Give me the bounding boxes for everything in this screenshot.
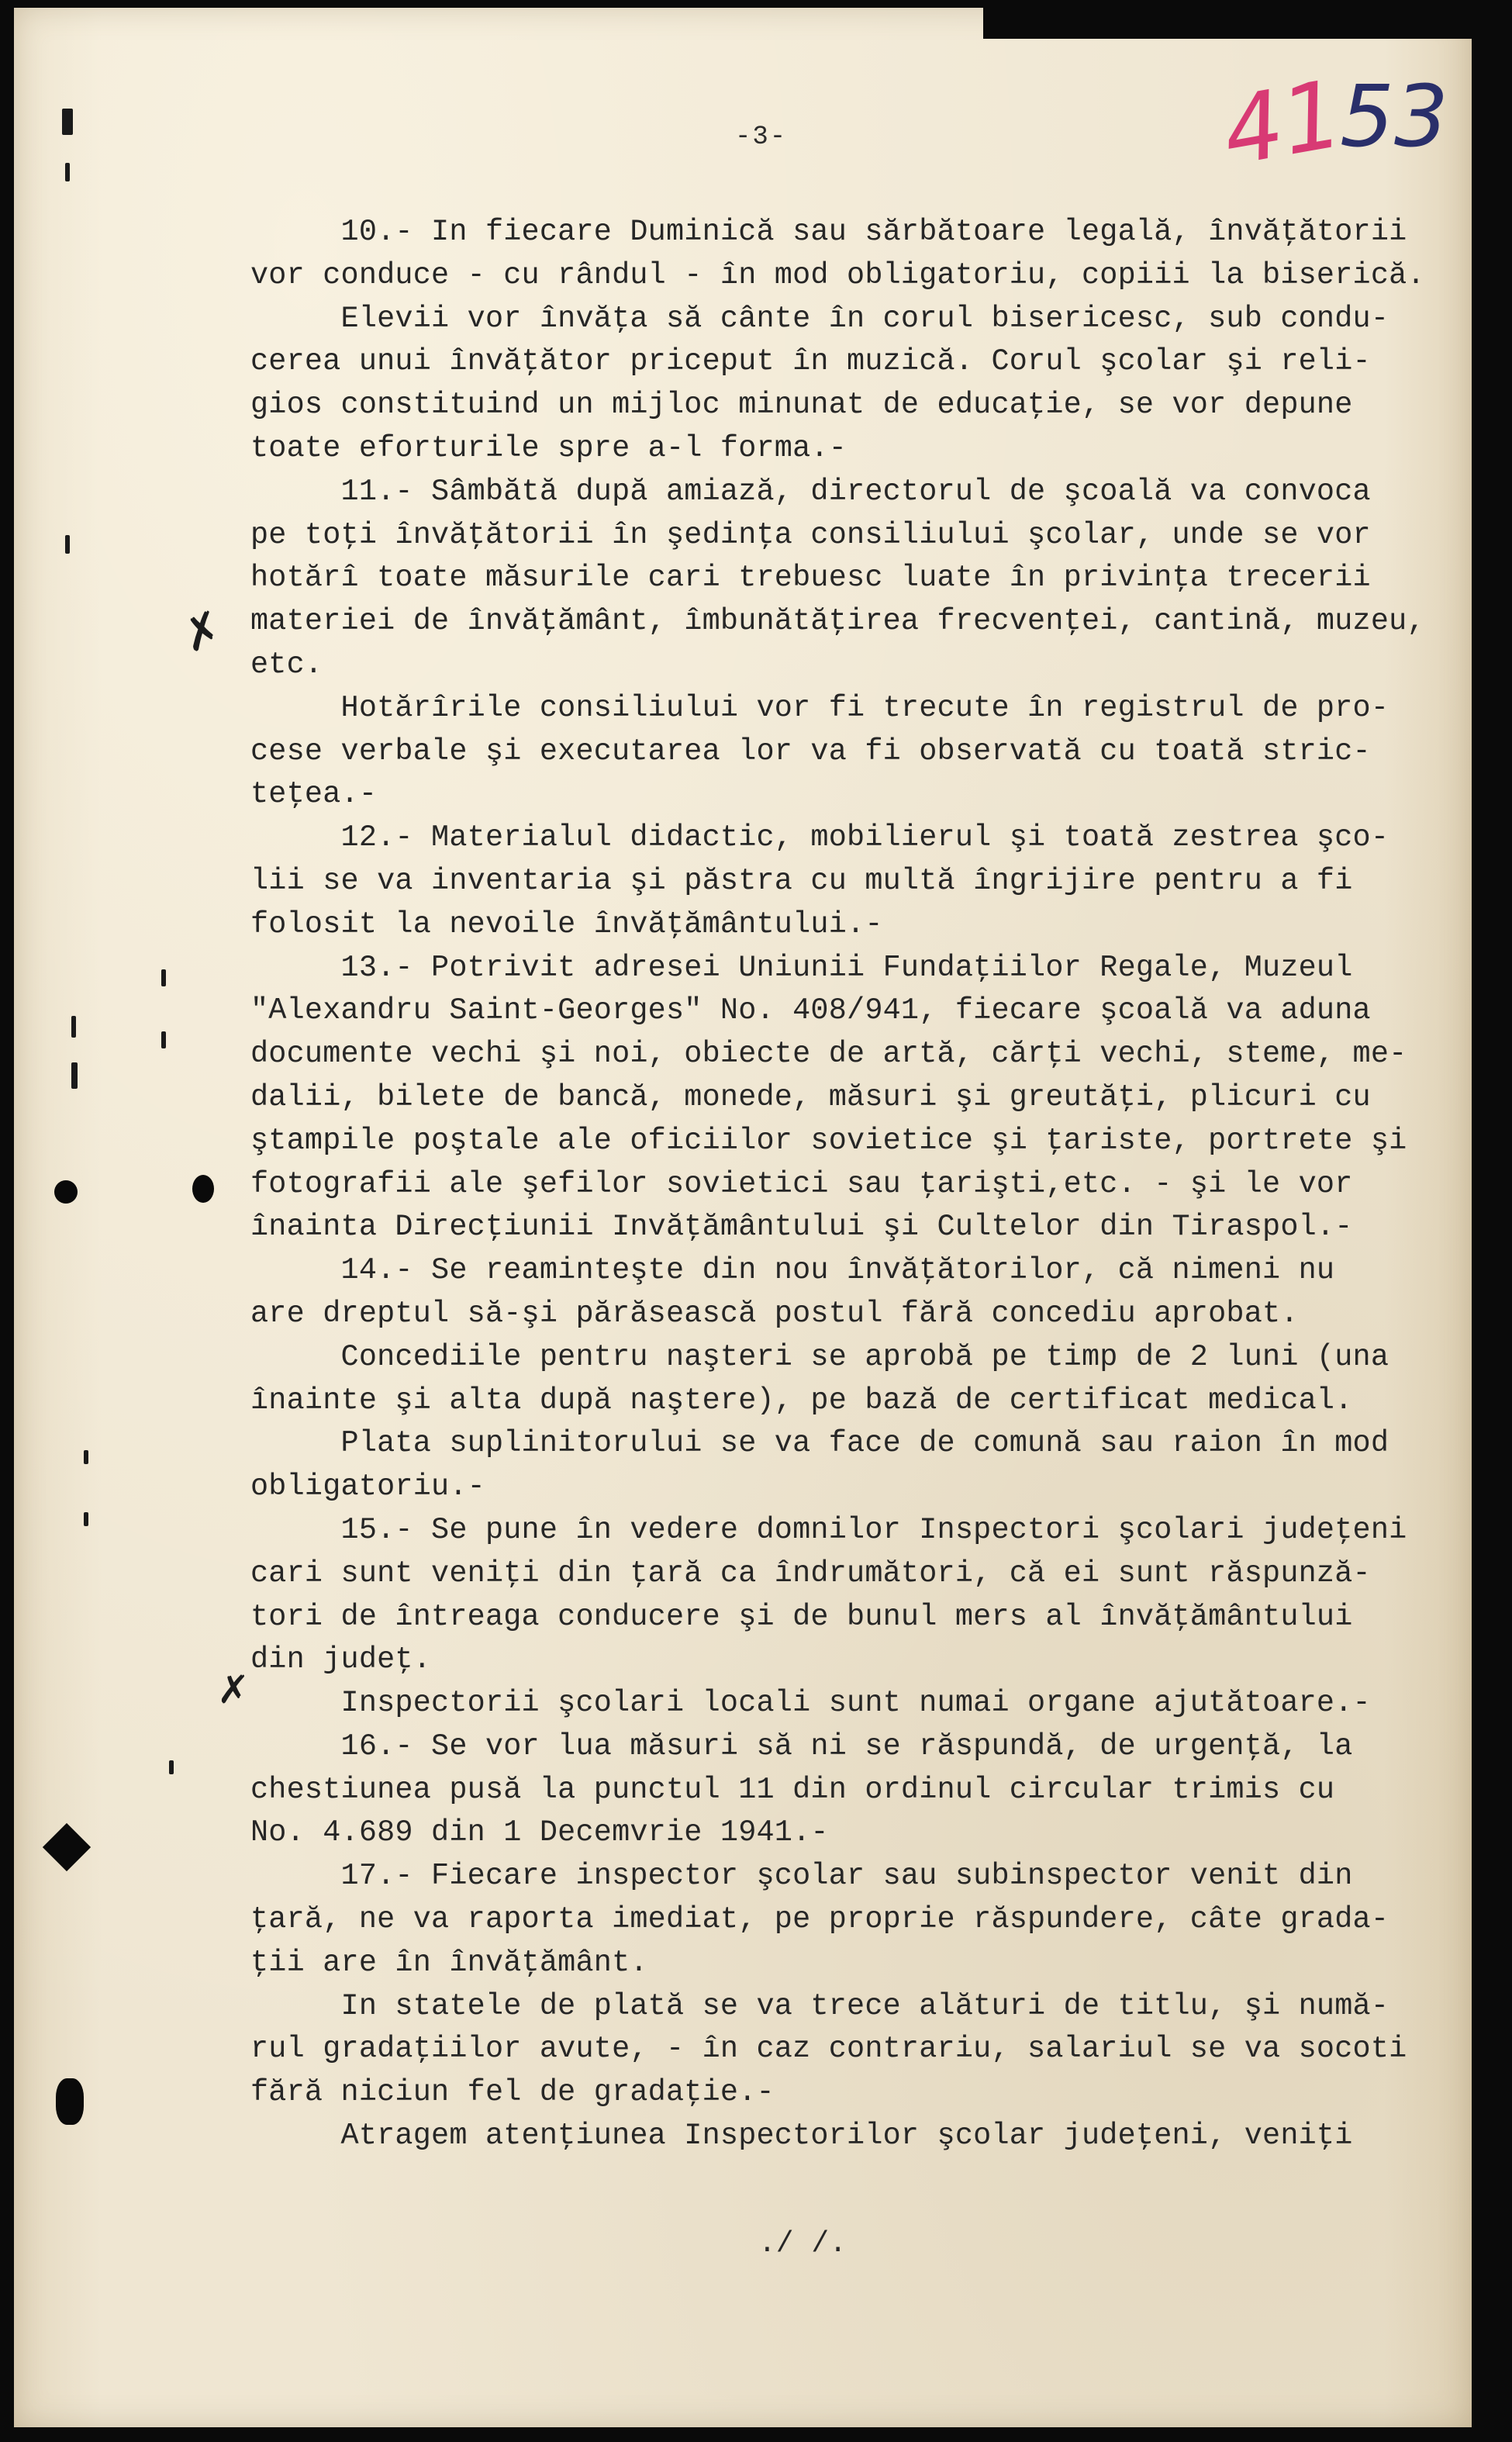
text-line: 14.- Se reaminteşte din nou învăţătorilor, că nimeni nu	[250, 1253, 1335, 1288]
cross-mark: ✗	[174, 599, 230, 665]
text-line: ţară, ne va raporta imediat, pe proprie răspundere, câte grada-	[250, 1902, 1389, 1937]
binding-mark	[84, 1450, 88, 1464]
text-line: 11.- Sâmbătă după amiază, directorul de şcoală va convoca	[250, 474, 1371, 509]
document-page	[14, 8, 1472, 2427]
text-line: fotografii ale şefilor sovietici sau ţarişti,etc. - şi le vor	[250, 1166, 1353, 1201]
binding-mark	[65, 163, 70, 181]
text-line: înainta Direcţiunii Invăţământului şi Cultelor din Tiraspol.-	[250, 1210, 1353, 1245]
text-line: 15.- Se pune în vedere domnilor Inspectori şcolari judeţeni	[250, 1512, 1407, 1547]
binding-mark	[71, 1062, 78, 1089]
punch-hole	[54, 1180, 78, 1204]
text-line: are dreptul să-şi părăsească postul fără concediu aprobat.	[250, 1296, 1299, 1331]
body-text	[250, 211, 1437, 2158]
text-line: din judeţ.	[250, 1642, 432, 1677]
text-line: cari sunt veniţi din ţară ca îndrumători, că ei sunt răspunză-	[250, 1556, 1371, 1591]
text-line: Hotărîrile consiliului vor fi trecute în registrul de pro-	[250, 690, 1389, 725]
text-line: 10.- In fiecare Duminică sau sărbătoare legală, învăţătorii	[250, 215, 1407, 249]
punch-hole	[56, 2078, 84, 2125]
text-line: folosit la nevoile învăţământului.-	[250, 907, 883, 941]
text-line: rul gradaţiilor avute, - în caz contrariu, salariul se va socoti	[250, 2032, 1407, 2067]
text-line: cerea unui învăţător priceput în muzică. Corul şcolar şi reli-	[250, 344, 1371, 379]
folio-number	[1215, 60, 1472, 188]
text-line: 12.- Materialul didactic, mobilierul şi toată zestrea şco-	[250, 820, 1389, 855]
page-number: -3-	[735, 123, 788, 152]
binding-mark	[161, 1031, 166, 1048]
text-line: Atragem atenţiunea Inspectorilor şcolar judeţeni, veniţi	[250, 2119, 1353, 2154]
text-line: Concediile pentru naşteri se aprobă pe timp de 2 luni (una	[250, 1339, 1389, 1374]
text-line: etc.	[250, 647, 323, 682]
punch-hole	[43, 1823, 91, 1871]
text-line: gios constituind un mijloc minunat de educaţie, se vor depune	[250, 388, 1353, 423]
text-line: înainte şi alta după naştere), pe bază de certificat medical.	[250, 1383, 1353, 1418]
text-line: tori de întreaga conducere şi de bunul mers al învăţământului	[250, 1599, 1353, 1634]
text-line: toate eforturile spre a-l forma.-	[250, 430, 847, 465]
binding-mark	[161, 969, 166, 986]
text-line: No. 4.689 din 1 Decemvrie 1941.-	[250, 1815, 829, 1850]
text-line: "Alexandru Saint-Georges" No. 408/941, fiecare şcoală va aduna	[250, 993, 1371, 1028]
text-line: documente vechi şi noi, obiecte de artă, cărţi vechi, steme, me-	[250, 1037, 1407, 1072]
text-line: 16.- Se vor lua măsuri să ni se răspundă, de urgenţă, la	[250, 1729, 1353, 1763]
text-line: 13.- Potrivit adresei Uniunii Fundaţiilor Regale, Muzeul	[250, 950, 1353, 985]
text-line: pe toţi învăţătorii în şedinţa consiliului şcolar, unde se vor	[250, 517, 1371, 552]
text-line: In statele de plată se va trece alături de titlu, şi numă-	[250, 1988, 1389, 2023]
text-line: teţea.-	[250, 777, 378, 812]
text-line: 17.- Fiecare inspector şcolar sau subinspector venit din	[250, 1859, 1353, 1894]
folio-number-new: 53	[1340, 67, 1448, 166]
binding-mark	[169, 1760, 174, 1774]
text-line: ştampile poştale ale oficiilor sovietice şi ţariste, portrete şi	[250, 1123, 1407, 1158]
continuation-mark: ./ /.	[758, 2227, 847, 2261]
binding-mark	[84, 1512, 88, 1526]
folio-number-old: 41	[1215, 60, 1351, 188]
text-line: chestiunea pusă la punctul 11 din ordinul circular trimis cu	[250, 1772, 1335, 1807]
text-line: ţii are în învăţământ.	[250, 1945, 648, 1980]
text-line: cese verbale şi executarea lor va fi observată cu toată stric-	[250, 734, 1371, 769]
binding-mark	[65, 535, 70, 554]
text-line: hotărî toate măsurile cari trebuesc luate în privinţa trecerii	[250, 561, 1371, 596]
text-line: lii se va inventaria şi păstra cu multă îngrijire pentru a fi	[250, 863, 1353, 898]
text-line: vor conduce - cu rândul - în mod obligatoriu, copiii la biserică.	[250, 257, 1425, 292]
text-line: fără niciun fel de gradaţie.-	[250, 2075, 775, 2110]
page-edge-notch	[983, 8, 1479, 39]
text-line: obligatoriu.-	[250, 1470, 485, 1504]
punch-hole	[192, 1175, 214, 1203]
text-line: dalii, bilete de bancă, monede, măsuri şi greutăţi, plicuri cu	[250, 1079, 1371, 1114]
cross-mark: ✗	[217, 1667, 250, 1712]
text-line: Elevii vor învăţa să cânte în corul bisericesc, sub condu-	[250, 301, 1389, 336]
text-line: materiei de învăţământ, îmbunătăţirea frecvenţei, cantină, muzeu,	[250, 604, 1425, 639]
text-line: Plata suplinitorului se va face de comună sau raion în mod	[250, 1426, 1389, 1461]
binding-mark	[62, 109, 73, 135]
binding-mark	[71, 1016, 76, 1038]
text-line: Inspectorii şcolari locali sunt numai organe ajutătoare.-	[250, 1686, 1371, 1721]
